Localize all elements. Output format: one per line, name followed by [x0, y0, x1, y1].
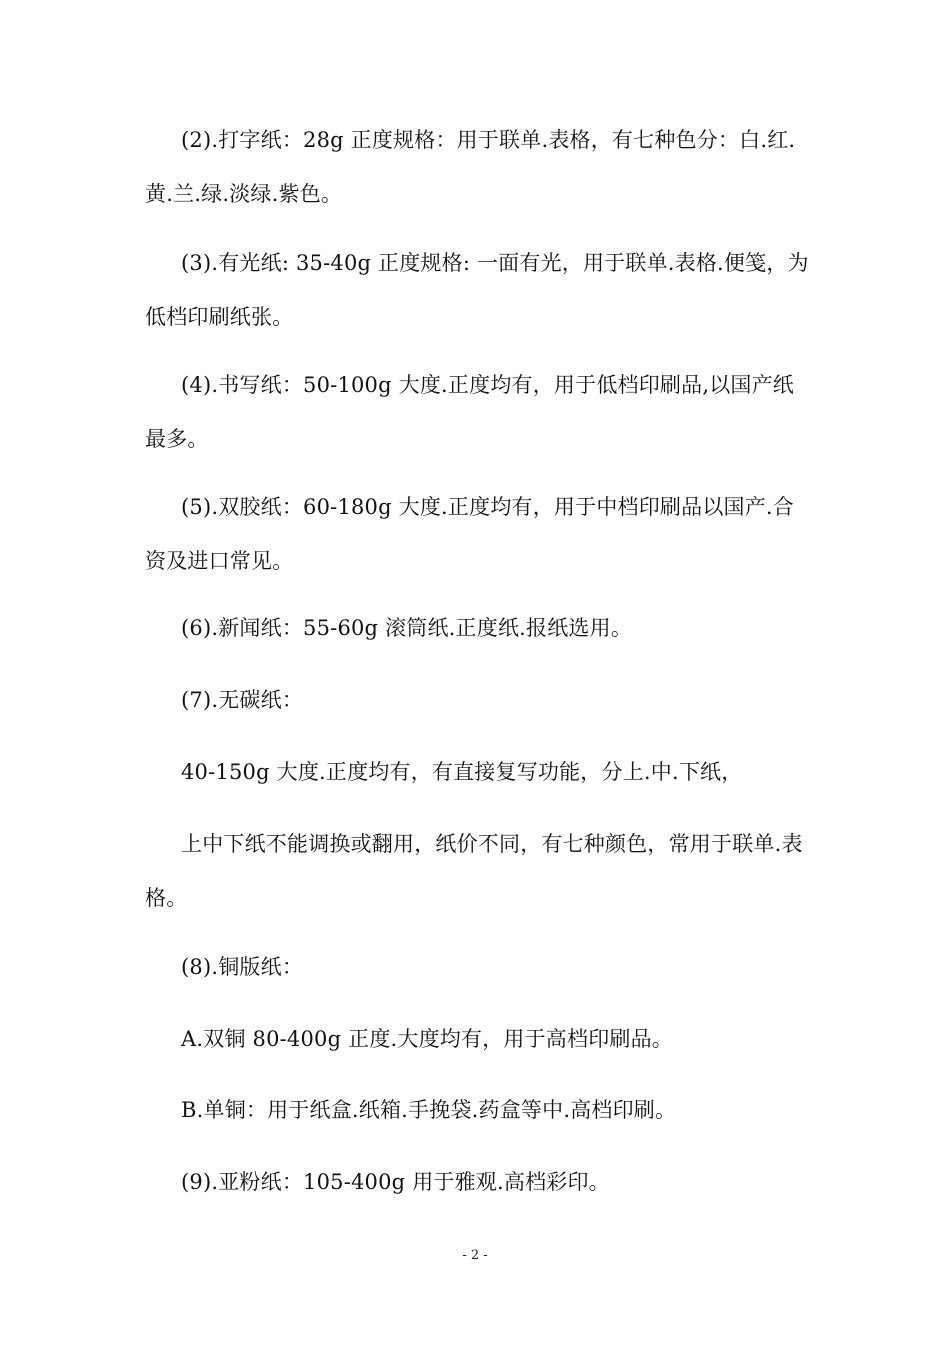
paragraph-writing-paper: (4).书写纸：50-100g 大度.正度均有，用于低档印刷品,以国产纸最多。	[145, 373, 794, 451]
page-number: - 2 -	[462, 1248, 488, 1263]
paragraph-newsprint: (6).新闻纸：55-60g 滚筒纸.正度纸.报纸选用。	[181, 616, 633, 640]
paragraph-glazed-paper: (3).有光纸: 35-40g 正度规格: 一面有光，用于联单.表格.便笺，为低档印刷纸张。	[145, 251, 809, 329]
paragraph-offset-paper: (5).双胶纸：60-180g 大度.正度均有，用于中档印刷品以国产.合资及进口常见。	[145, 495, 794, 573]
paragraph-single-coated: B.单铜：用于纸盒.纸箱.手挽袋.药盒等中.高档印刷。	[181, 1098, 677, 1122]
paragraph-matte-paper: (9).亚粉纸：105-400g 用于雅观.高档彩印。	[181, 1170, 610, 1194]
paragraph-coated-heading: (8).铜版纸：	[181, 955, 304, 979]
paragraph-carbonless-detail: 40-150g 大度.正度均有，有直接复写功能，分上.中.下纸，	[181, 760, 743, 784]
paragraph-typing-paper: (2).打字纸：28g 正度规格：用于联单.表格，有七种色分：白.红.黄.兰.绿.淡绿.紫色。	[145, 128, 796, 206]
paragraph-carbonless-note: 上中下纸不能调换或翻用，纸价不同，有七种颜色，常用于联单.表格。	[145, 832, 803, 910]
paragraph-double-coated: A.双铜 80-400g 正度.大度均有，用于高档印刷品。	[181, 1027, 674, 1051]
paragraph-carbonless-heading: (7).无碳纸：	[181, 688, 304, 712]
